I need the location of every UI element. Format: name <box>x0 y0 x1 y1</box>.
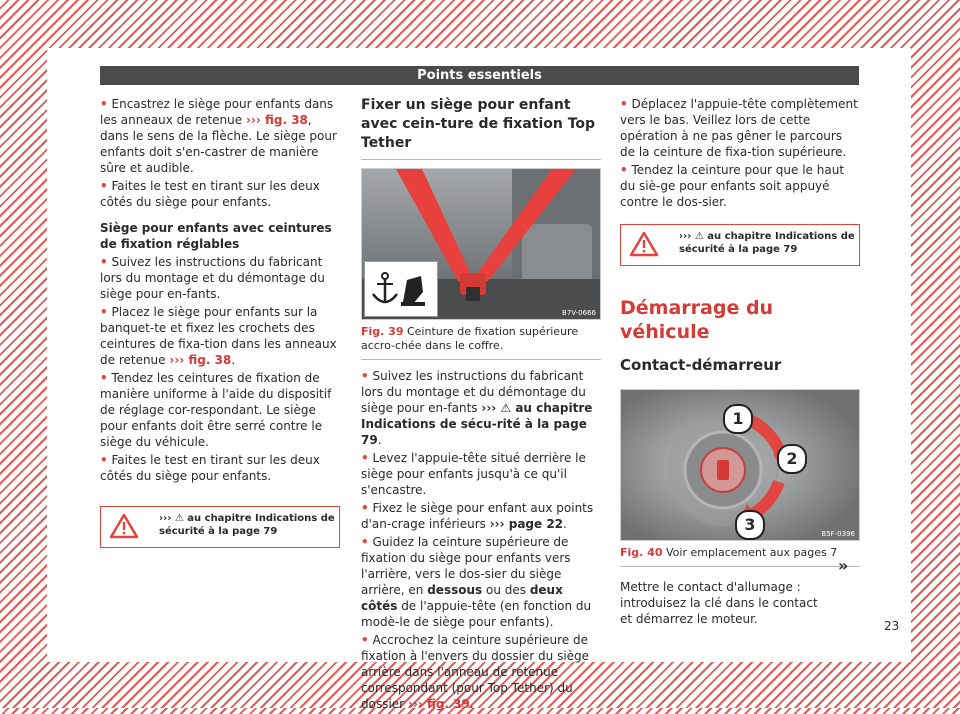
section-header-bar <box>100 66 859 85</box>
figure-code: B5F-0396 <box>821 530 855 538</box>
page-link[interactable]: ››› page 22 <box>489 517 564 531</box>
section-heading: Fixer un siège pour enfant avec cein-ture de fixation Top Tether <box>361 96 601 160</box>
figure-39 <box>361 168 601 320</box>
column-left <box>100 96 340 548</box>
chapter-heading: Démarrage du véhicule <box>620 297 774 343</box>
safety-chapter-link[interactable]: ››› ⚠ au chapitre Indications de sécu-rité à la page 79 <box>361 401 593 447</box>
continue-mark: » <box>838 556 849 575</box>
callout-1: 1 <box>723 404 753 434</box>
list-item: • Guidez la ceinture supérieure de fixation du siège pour enfants vers l'arrière, vers le dos-sier du siège arrière, en dessous ou des deux côtés de l'appuie-tête (en fonction du modè-le de siège pour enfants). <box>361 535 592 629</box>
figure-40 <box>620 389 860 541</box>
figure-link[interactable]: ››› fig. 38 <box>169 353 232 367</box>
list-item: • Faites le test en tirant sur les deux côtés du siège pour enfants. <box>100 453 320 483</box>
page-number: 23 <box>884 619 900 633</box>
section-heading: Contact-démarreur <box>620 356 782 374</box>
figure-link[interactable]: ››› fig. 39 <box>407 697 470 711</box>
callout-3: 3 <box>735 510 765 540</box>
column-right <box>620 96 860 627</box>
warning-triangle-icon <box>629 231 659 257</box>
list-item: • Levez l'appuie-tête situé derrière le siège pour enfants jusqu'à ce qu'il s'encastre. <box>361 451 586 497</box>
child-seat-anchor-icon-box <box>364 261 438 317</box>
list-item: • Tendez les ceintures de fixation de manière uniforme à l'aide du dispositif de réglage cor-respondant. Le siège pour enfants doit être serré contre le siège du véhicule. <box>100 371 332 449</box>
list-item: • Suivez les instructions du fabricant lors du montage et du démontage du siège pour en-fants ››› ⚠ au chapitre Indications de sécu-rité à la page 79. <box>361 369 593 447</box>
list-item: • Faites le test en tirant sur les deux côtés du siège pour enfants. <box>100 179 320 209</box>
column-middle <box>361 96 601 714</box>
list-item: • Fixez le siège pour enfant aux points d'an-crage inférieurs ››› page 22. <box>361 501 594 531</box>
figure-caption: Fig. 39 Ceinture de fixation supérieure accro-chée dans le coffre. <box>361 325 601 360</box>
figure-link[interactable]: ››› fig. 38 <box>245 113 308 127</box>
figure-code: B7V-0666 <box>562 309 596 317</box>
list-item: • Tendez la ceinture pour que le haut du siè-ge pour enfants soit appuyé contre le dos-sier. <box>620 163 845 209</box>
anchor-icon <box>365 262 437 316</box>
list-item: • Accrochez la ceinture supérieure de fixation à l'envers du dossier du siège arrière dans l'anneau de retenue correspondant (pour Top Tether) du dossier ››› fig. 39. <box>361 633 590 711</box>
list-item: • Placez le siège pour enfants sur la banquet-te et fixez les crochets des ceintures de fixa-tion dans les anneaux de retenue ››› fig. 38. <box>100 305 337 367</box>
callout-2: 2 <box>777 444 807 474</box>
warning-triangle-icon <box>109 513 139 539</box>
list-item: • Encastrez le siège pour enfants dans les anneaux de retenue ››› fig. 38, dans le sens de la flèche. Le siège pour enfants doit s'en-castrer de manière sûre et audible. <box>100 97 337 175</box>
figure-caption: Fig. 40 Voir emplacement aux pages 7 <box>620 546 860 567</box>
body-paragraph: Mettre le contact d'allumage : introduisez la clé dans le contact et démarrez le moteur. <box>620 580 818 626</box>
safety-warning-box <box>620 224 860 266</box>
subheading: Siège pour enfants avec ceintures de fixation réglables <box>100 221 332 251</box>
list-item: • Déplacez l'appuie-tête complètement vers le bas. Veillez lors de cette opération à ne pas gêner le parcours de la ceinture de fixa-tion supérieure. <box>620 97 858 159</box>
safety-warning-box <box>100 506 340 548</box>
section-header-title: Points essentiels <box>417 68 542 83</box>
safety-warning-link[interactable]: ››› ⚠ au chapitre Indications de sécurité à la page 79 <box>159 513 335 537</box>
list-item: • Suivez les instructions du fabricant lors du montage et du démontage du siège pour en-fants. <box>100 255 325 301</box>
safety-warning-link[interactable]: ››› ⚠ au chapitre Indications de sécurité à la page 79 <box>679 231 855 255</box>
